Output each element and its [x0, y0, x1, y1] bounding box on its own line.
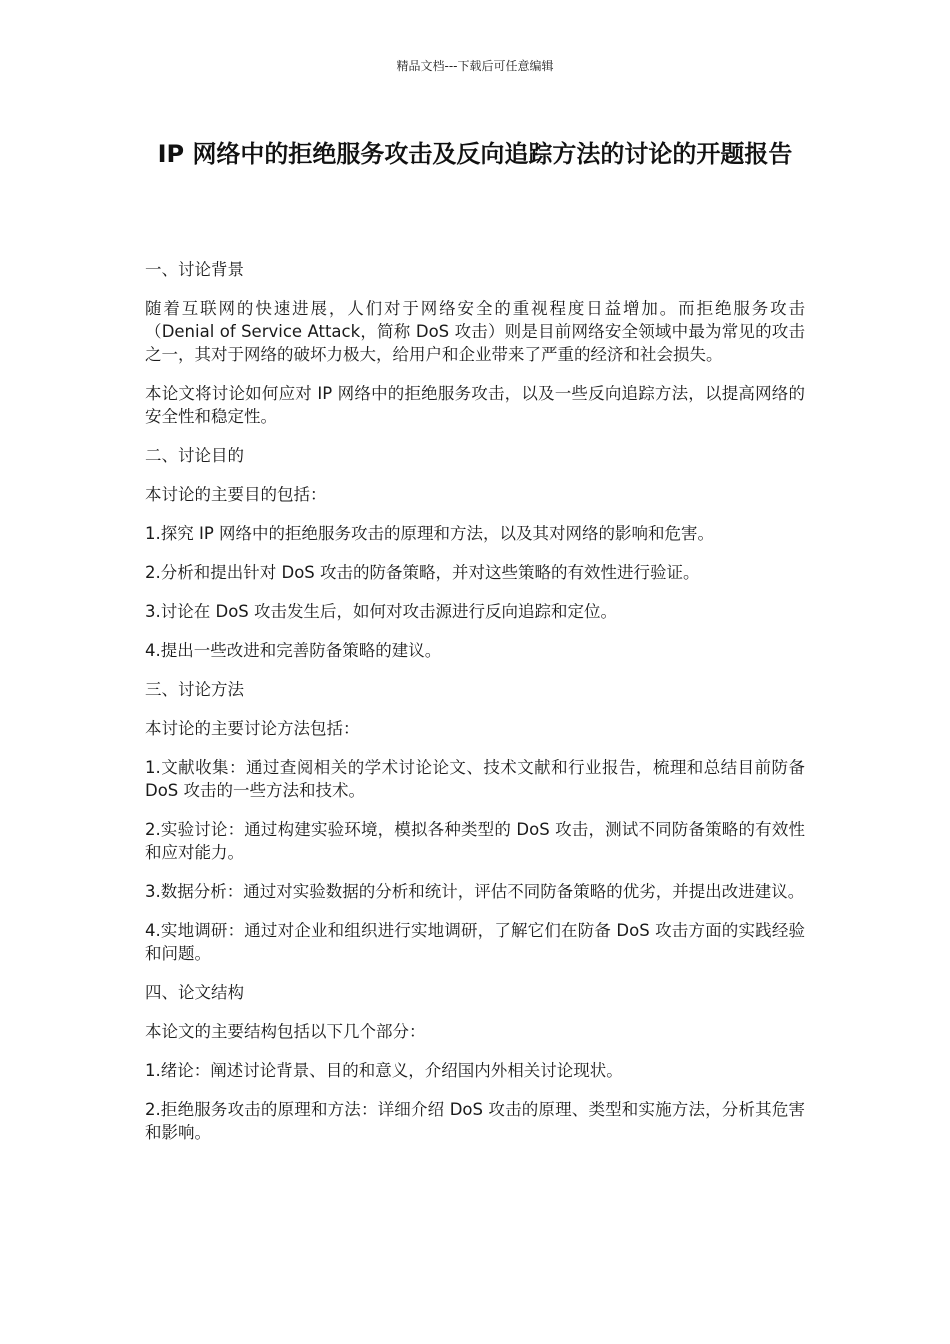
document-body: [145, 258, 805, 1160]
document-title: IP 网络中的拒绝服务攻击及反向追踪方法的讨论的开题报告: [157, 140, 793, 168]
paragraph: 本讨论的主要目的包括：: [145, 485, 327, 504]
list-item: 2.实验讨论：通过构建实验环境，模拟各种类型的 DoS 攻击，测试不同防备策略的有效性和应对能力。: [145, 820, 805, 862]
list-item: 1.探究 IP 网络中的拒绝服务攻击的原理和方法，以及其对网络的影响和危害。: [145, 524, 715, 543]
list-item: 1.绪论：阐述讨论背景、目的和意义，介绍国内外相关讨论现状。: [145, 1061, 623, 1080]
paragraph: 本论文将讨论如何应对 IP 网络中的拒绝服务攻击，以及一些反向追踪方法，以提高网络的安全性和稳定性。: [145, 384, 805, 426]
paragraph: 本讨论的主要讨论方法包括：: [145, 719, 360, 738]
list-item: 2.拒绝服务攻击的原理和方法：详细介绍 DoS 攻击的原理、类型和实施方法，分析其危害和影响。: [145, 1100, 805, 1142]
section-heading-method: 三、讨论方法: [145, 680, 244, 699]
paragraph: 本论文的主要结构包括以下几个部分：: [145, 1022, 426, 1041]
paragraph: 随着互联网的快速进展，人们对于网络安全的重视程度日益增加。而拒绝服务攻击（Denial of Service Attack，简称 DoS 攻击）则是目前网络安全领域中最为常见的攻击之一，其对于网络的破坏力极大，给用户和企业带来了严重的经济和社会损失。: [145, 299, 805, 364]
list-item: 4.实地调研：通过对企业和组织进行实地调研，了解它们在防备 DoS 攻击方面的实践经验和问题。: [145, 921, 805, 963]
header-note: 精品文档---下载后可任意编辑: [396, 59, 554, 73]
list-item: 2.分析和提出针对 DoS 攻击的防备策略，并对这些策略的有效性进行验证。: [145, 563, 700, 582]
list-item: 4.提出一些改进和完善防备策略的建议。: [145, 641, 442, 660]
section-heading-purpose: 二、讨论目的: [145, 446, 244, 465]
list-item: 3.讨论在 DoS 攻击发生后，如何对攻击源进行反向追踪和定位。: [145, 602, 618, 621]
section-heading-structure: 四、论文结构: [145, 983, 244, 1002]
list-item: 1.文献收集：通过查阅相关的学术讨论论文、技术文献和行业报告，梳理和总结目前防备 DoS 攻击的一些方法和技术。: [145, 758, 805, 800]
section-heading-background: 一、讨论背景: [145, 260, 244, 279]
list-item: 3.数据分析：通过对实验数据的分析和统计，评估不同防备策略的优劣，并提出改进建议。: [145, 882, 805, 901]
